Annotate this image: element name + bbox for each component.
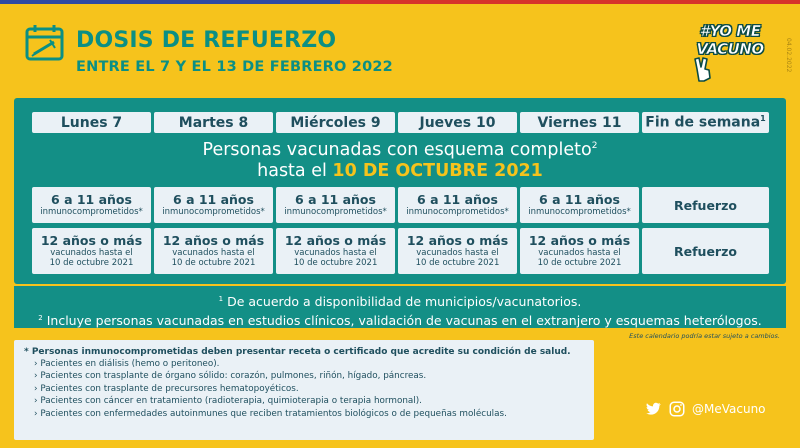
row2-wednesday: 12 años o más vacunados hasta el 10 de octubre 2021	[276, 228, 395, 274]
row2-monday: 12 años o más vacunados hasta el 10 de octubre 2021	[32, 228, 151, 274]
logo-line-2: VACUNO	[696, 40, 764, 58]
footnote-1: $^1$ De acuerdo a disponibilidad de municipios/vacunatorios.	[218, 294, 582, 310]
row2-friday: 12 años o más vacunados hasta el 10 de octubre 2021	[520, 228, 639, 274]
instagram-icon[interactable]	[668, 400, 686, 418]
day-header-friday: Viernes 11	[520, 112, 639, 133]
side-date: 04.02.2022	[785, 38, 792, 73]
row1-tuesday: 6 a 11 años inmunocomprometidos*	[154, 187, 273, 223]
conditions-title: * Personas inmunocomprometidas deben presentar receta o certificado que acredite su condición de salud.	[24, 347, 571, 357]
condition-item: › Pacientes con cáncer en tratamiento (radioterapia, quimioterapia o terapia hormonal).	[34, 396, 422, 407]
yo-me-vacuno-logo	[690, 22, 772, 80]
row2-tuesday: 12 años o más vacunados hasta el 10 de octubre 2021	[154, 228, 273, 274]
condition-item: › Pacientes con enfermedades autoinmunes que reciben tratamientos biológicos o de pequeñas moléculas.	[34, 408, 507, 419]
row1-weekend: Refuerzo	[642, 187, 769, 223]
row1-wednesday: 6 a 11 años inmunocomprometidos*	[276, 187, 395, 223]
page-title: DOSIS DE REFUERZO	[76, 28, 337, 53]
row2-thursday: 12 años o más vacunados hasta el 10 de octubre 2021	[398, 228, 517, 274]
social-handle[interactable]: @MeVacuno	[692, 402, 766, 416]
day-header-monday: Lunes 7	[32, 112, 151, 133]
footnotes	[14, 286, 786, 328]
day-header-wednesday: Miércoles 9	[276, 112, 395, 133]
day-header-thursday: Jueves 10	[398, 112, 517, 133]
disclaimer: Este calendario podría estar sujeto a cambios.	[629, 332, 780, 340]
condition-item: › Pacientes en diálisis (hemo o peritoneo).	[34, 359, 220, 369]
row1-thursday: 6 a 11 años inmunocomprometidos*	[398, 187, 517, 223]
flag-stripe-red	[340, 0, 800, 4]
eligibility-headline: Personas vacunadas con esquema completo$^2$ hasta el 10 DE OCTUBRE 2021	[202, 139, 598, 181]
schedule-panel	[14, 98, 786, 284]
footnote-2: $^2$ Incluye personas vacunadas en estudios clínicos, validación de vacunas en el extranjero y esquemas heterólogos.	[38, 313, 762, 329]
day-header-weekend: Fin de semana$^1$	[642, 112, 769, 133]
condition-item: › Pacientes con trasplante de órgano sólido: corazón, pulmones, riñón, hígado, páncreas.	[34, 371, 427, 382]
page-subtitle: ENTRE EL 7 Y EL 13 DE FEBRERO 2022	[76, 59, 393, 75]
condition-item: › Pacientes con trasplante de precursores hematopoyéticos.	[34, 383, 299, 394]
flag-stripe-blue	[0, 0, 340, 4]
row1-friday: 6 a 11 años inmunocomprometidos*	[520, 187, 639, 223]
peace-hand-icon	[692, 56, 716, 82]
day-header-tuesday: Martes 8	[154, 112, 273, 133]
conditions-box	[14, 340, 594, 440]
logo-line-1: #YO ME	[699, 22, 761, 40]
row1-monday: 6 a 11 años inmunocomprometidos*	[32, 187, 151, 223]
row2-weekend: Refuerzo	[642, 228, 769, 274]
calendar-syringe-icon	[24, 22, 66, 62]
social-handles	[644, 399, 766, 419]
twitter-icon[interactable]	[644, 400, 662, 418]
